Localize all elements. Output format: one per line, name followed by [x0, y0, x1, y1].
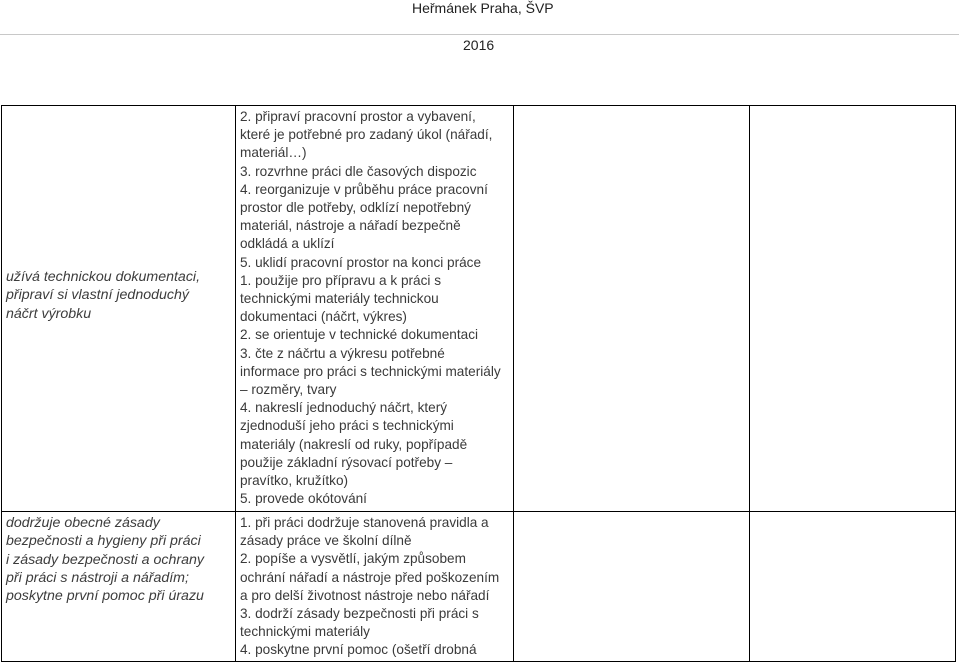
- outcomes-cell: [236, 106, 514, 512]
- outcome-line: dokumentaci (náčrt, výkres): [240, 309, 407, 325]
- competence-text: [6, 512, 230, 605]
- outcome-line: 4. nakreslí jednoduchý náčrt, který: [240, 400, 448, 416]
- outcome-line: a pro delší životnost nástroje nebo nářadí: [240, 587, 490, 603]
- outcome-line: 1. použije pro přípravu a k práci s: [240, 272, 441, 288]
- competence-cell: [2, 512, 236, 662]
- competence-line: dodržuje obecné zásady: [6, 515, 160, 531]
- empty-cell: [514, 512, 750, 662]
- header-divider: [0, 34, 959, 35]
- outcome-line: 3. dodrží zásady bezpečnosti při práci s: [240, 606, 479, 622]
- outcome-line: materiál, nástroje a nářadí bezpečně: [240, 218, 461, 234]
- outcome-line: 4. reorganizuje v průběhu práce pracovní: [240, 181, 488, 197]
- competence-line: při práci s nástroji a nářadím;: [6, 569, 189, 586]
- outcome-line: které je potřebné pro zadaný úkol (nářadí,: [240, 127, 493, 143]
- competence-text: [6, 106, 230, 323]
- competence-line: náčrt výrobku: [6, 305, 92, 322]
- outcomes-cell: [236, 512, 514, 662]
- outcome-line: 2. připraví pracovní prostor a vybavení,: [240, 109, 476, 124]
- competence-line: užívá technickou dokumentaci,: [6, 269, 201, 285]
- outcome-line: použije základní rýsovací potřeby –: [240, 454, 453, 470]
- outcome-line: 4. poskytne první pomoc (ošetří drobná: [240, 642, 477, 658]
- outcomes-list: [240, 512, 509, 660]
- outcome-line: zjednoduší jeho práci s technickými: [240, 418, 454, 434]
- competence-cell: [2, 106, 236, 512]
- outcome-line: 3. čte z náčrtu a výkresu potřebné: [240, 345, 445, 361]
- outcome-line: 3. rozvrhne práci dle časových dispozic: [240, 163, 477, 179]
- outcome-line: ochrání nářadí a nástroje před poškozením: [240, 569, 500, 585]
- table-row: [2, 512, 956, 662]
- competence-line: bezpečnosti a hygieny při práci: [6, 533, 201, 550]
- outcomes-list: [240, 106, 509, 508]
- empty-cell: [514, 106, 750, 512]
- outcome-line: informace pro práci s technickými materiály: [240, 363, 501, 379]
- outcome-line: prostor dle potřeby, odklízí nepotřebný: [240, 200, 471, 216]
- outcome-line: 2. popíše a vysvětlí, jakým způsobem: [240, 551, 466, 567]
- empty-cell: [750, 512, 956, 662]
- outcome-line: pravítko, kružítko): [240, 473, 349, 489]
- competence-line: poskytne první pomoc při úrazu: [6, 588, 204, 605]
- outcome-line: technickými materiály: [240, 624, 370, 640]
- outcome-line: – rozměry, tvary: [240, 382, 337, 398]
- outcome-line: materiál…): [240, 145, 307, 161]
- empty-cell: [750, 106, 956, 512]
- page-header-title: Heřmánek Praha, ŠVP: [412, 0, 554, 16]
- outcome-line: 5. uklidí pracovní prostor na konci práce: [240, 254, 482, 270]
- outcome-line: materiály (nakreslí od ruky, popřípadě: [240, 436, 468, 452]
- curriculum-table: [1, 105, 956, 662]
- competence-line: i zásady bezpečnosti a ochrany: [6, 551, 204, 568]
- outcome-line: 5. provede okótování: [240, 491, 367, 507]
- outcome-line: 2. se orientuje v technické dokumentaci: [240, 327, 479, 343]
- outcome-line: 1. při práci dodržuje stanovená pravidla a: [240, 515, 489, 530]
- competence-line: připraví si vlastní jednoduchý: [6, 287, 189, 304]
- outcome-line: odkládá a uklízí: [240, 236, 335, 252]
- outcome-line: zásady práce ve školní dílně: [240, 533, 412, 549]
- page-header-year: 2016: [463, 37, 495, 53]
- table-row: [2, 106, 956, 512]
- outcome-line: technickými materiály technickou: [240, 291, 439, 307]
